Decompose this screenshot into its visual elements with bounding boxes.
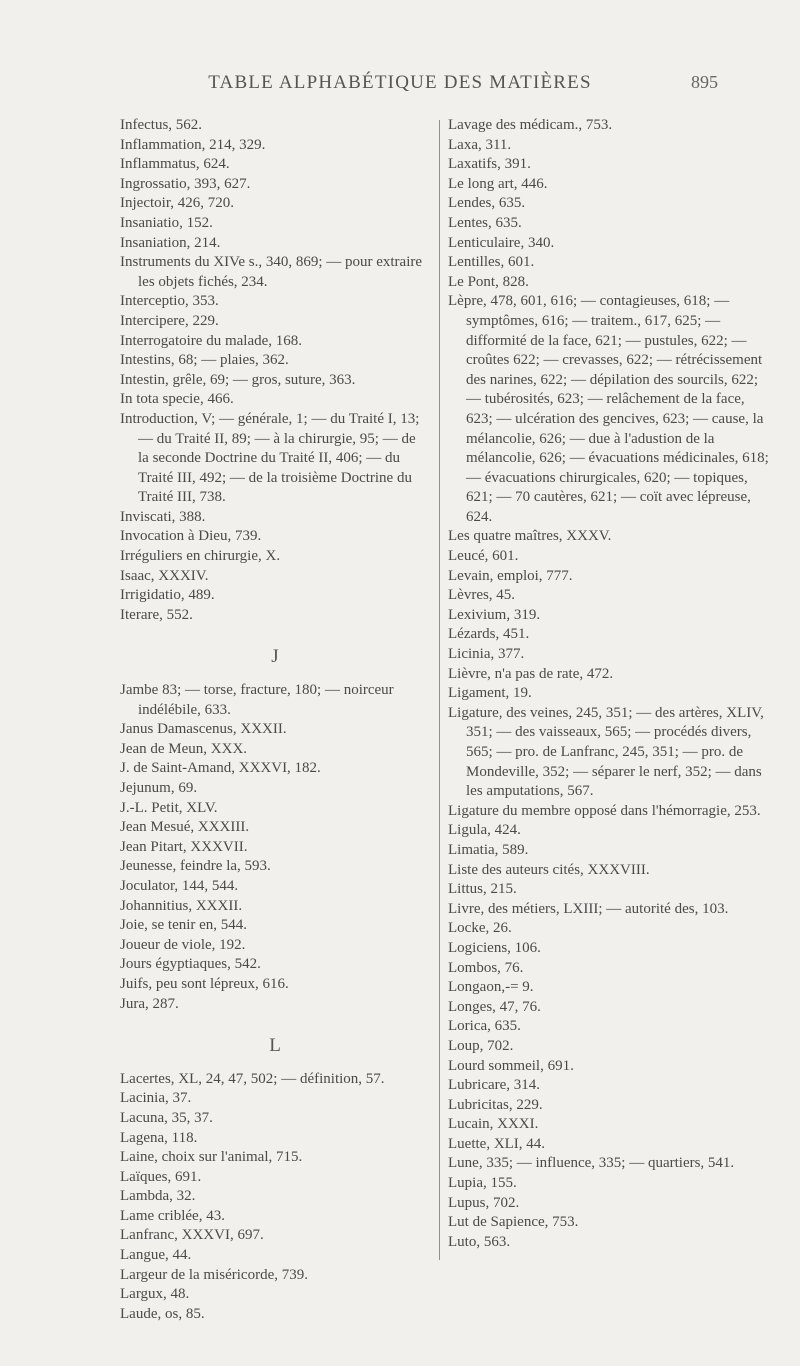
index-entry: Instruments du XIVe s., 340, 869; — pour extraire les objets fichés, 234. — [120, 254, 423, 290]
index-entry: Lièvre, n'a pas de rate, 472. — [448, 665, 614, 682]
index-entry: Laxatifs, 391. — [448, 156, 531, 173]
index-entry: Littus, 215. — [448, 881, 517, 898]
index-entry: Lèpre, 478, 601, 616; — contagieuses, 618; — symptômes, 616; — traitem., 617, 625; — difformité de la face, 621; — pustules, 622; — croûtes 622; — crevasses, 622; — rétrécissement des narines, 622; — dépilation des sourcils, 622; — tubérosités, 623; — relâchement de la face, 623; — ulcération des gencives, 623; — cause, la mélancolie, 626; — due à l'adustion de la mélancolie, 626; — évacuations médicinales, 618; — évacuations chirurgicales, 620; — topiques, 621; — 70 cautères, 621; — coït avec lépreuse, 624. — [448, 293, 769, 525]
index-entry: Langue, 44. — [120, 1247, 192, 1264]
index-entry: Lupia, 155. — [448, 1175, 517, 1192]
right-column — [448, 116, 770, 1252]
index-entry: Infectus, 562. — [120, 117, 203, 133]
index-entry: Lourd sommeil, 691. — [448, 1057, 574, 1074]
index-entry: Janus Damascenus, XXXII. — [120, 721, 287, 738]
index-entry: Isaac, XXXIV. — [120, 567, 209, 584]
index-entry: Inviscati, 388. — [120, 508, 206, 525]
index-entry: Intestins, 68; — plaies, 362. — [120, 352, 289, 369]
index-entry: Leucé, 601. — [448, 548, 519, 565]
index-entry: Ligature du membre opposé dans l'hémorragie, 253. — [448, 802, 761, 819]
index-entry: Lut de Sapience, 753. — [448, 1214, 579, 1231]
index-entry: Introduction, V; — générale, 1; — du Traité I, 13; — du Traité II, 89; — à la chirurgie, 95; — de la seconde Doctrine du Traité II, 406; — du Traité III, 492; — de la troisième Doctrine du Traité III, 738. — [120, 410, 420, 506]
index-entry: Lacuna, 35, 37. — [120, 1109, 213, 1126]
index-entry: Jean Mesué, XXXIII. — [120, 819, 250, 836]
index-entry: Les quatre maîtres, XXXV. — [448, 528, 612, 545]
index-entry: Lubricare, 314. — [448, 1077, 541, 1094]
index-entry: Insaniatio, 152. — [120, 214, 213, 231]
index-entry: Joie, se tenir en, 544. — [120, 917, 248, 934]
index-entry: Largux, 48. — [120, 1286, 190, 1303]
index-entry: Lanfranc, XXXVI, 697. — [120, 1227, 264, 1244]
index-entry: Lambda, 32. — [120, 1188, 196, 1205]
index-entry: Injectoir, 426, 720. — [120, 195, 234, 212]
index-entry: Licinia, 377. — [448, 646, 525, 663]
index-entry: Le Pont, 828. — [448, 273, 529, 290]
index-entry: Luette, XLI, 44. — [448, 1135, 546, 1152]
index-entry: Livre, des métiers, LXIII; — autorité des, 103. — [448, 900, 729, 917]
index-entry: Laxa, 311. — [448, 136, 512, 153]
index-entry: Lupus, 702. — [448, 1194, 520, 1211]
index-entry: Ligature, des veines, 245, 351; — des artères, XLIV, 351; — des vaisseaux, 565; — procédés divers, 565; — pro. de Lanfranc, 245, 351; — pro. de Mondeville, 352; — séparer le nerf, 352; — dans les amputations, 567. — [448, 704, 764, 800]
index-entry: Lucain, XXXI. — [448, 1116, 539, 1133]
index-entry: Jeunesse, feindre la, 593. — [120, 858, 271, 875]
index-entry: In tota specie, 466. — [120, 391, 234, 408]
index-entry: Le long art, 446. — [448, 175, 548, 192]
index-entry: Lendes, 635. — [448, 195, 526, 212]
index-entry: Intercipere, 229. — [120, 312, 219, 329]
index-entry: Ingrossatio, 393, 627. — [120, 175, 251, 192]
index-entry: Lombos, 76. — [448, 959, 524, 976]
index-entry: Joueur de viole, 192. — [120, 936, 246, 953]
index-entry: Lentes, 635. — [448, 214, 522, 231]
index-entry: Jejunum, 69. — [120, 780, 198, 796]
index-entry: Lexivium, 319. — [448, 606, 541, 623]
index-entry: Logiciens, 106. — [448, 939, 541, 956]
index-entry: Lavage des médicam., 753. — [448, 117, 613, 133]
index-entry: Irrigidatio, 489. — [120, 587, 215, 604]
index-entry: Interceptio, 353. — [120, 293, 219, 310]
running-title: TABLE ALPHABÉTIQUE DES MATIÈRES — [208, 72, 592, 93]
index-entry: Lacertes, XL, 24, 47, 502; — définition, 57. — [120, 1070, 385, 1087]
index-entry: Lame criblée, 43. — [120, 1207, 225, 1224]
index-entry: Lèvres, 45. — [448, 587, 516, 604]
index-entry: Jean Pitart, XXXVII. — [120, 838, 248, 855]
index-entry: Lacinia, 37. — [120, 1090, 192, 1107]
index-entry: Levain, emploi, 777. — [448, 567, 573, 584]
index-entry: Insaniation, 214. — [120, 234, 221, 251]
index-entry: Laude, os, 85. — [120, 1305, 205, 1322]
index-entry: J.-L. Petit, XLV. — [120, 799, 218, 816]
index-entry: Johannitius, XXXII. — [120, 897, 243, 914]
index-entry: Laïques, 691. — [120, 1168, 202, 1185]
index-entry: Luto, 563. — [448, 1233, 511, 1250]
page-header — [0, 72, 800, 102]
index-entry: Lorica, 635. — [448, 1018, 521, 1035]
index-entry: Jura, 287. — [120, 995, 179, 1012]
index-entry: Laine, choix sur l'animal, 715. — [120, 1149, 303, 1166]
index-entry: Liste des auteurs cités, XXXVIII. — [448, 861, 650, 878]
index-entry: Lagena, 118. — [120, 1129, 198, 1146]
index-entry: Inflammatus, 624. — [120, 156, 230, 173]
left-column — [120, 116, 430, 1324]
index-entry: Locke, 26. — [448, 920, 512, 937]
section-letter: J — [271, 646, 279, 668]
index-entry: Interrogatoire du malade, 168. — [120, 332, 303, 349]
index-entry: Lubricitas, 229. — [448, 1096, 543, 1113]
index-entry: Jean de Meun, XXX. — [120, 740, 248, 757]
index-entry: Jambe 83; — torse, fracture, 180; — noirceur indélébile, 633. — [120, 682, 394, 718]
index-entry: Inflammation, 214, 329. — [120, 136, 266, 153]
index-entry: Irréguliers en chirurgie, X. — [120, 548, 281, 565]
index-entry: Longes, 47, 76. — [448, 998, 541, 1015]
column-divider — [439, 120, 440, 1260]
index-entry: Intestin, grêle, 69; — gros, suture, 363. — [120, 371, 356, 388]
index-entry: Iterare, 552. — [120, 606, 193, 623]
index-entry: Longaon,-= 9. — [448, 979, 534, 996]
index-entry: Joculator, 144, 544. — [120, 877, 239, 894]
index-entry: Largeur de la miséricorde, 739. — [120, 1266, 308, 1283]
index-entry: Jours égyptiaques, 542. — [120, 956, 261, 973]
index-entry: Limatia, 589. — [448, 841, 529, 858]
index-entry: J. de Saint-Amand, XXXVI, 182. — [120, 760, 321, 777]
index-entry: Lenticulaire, 340. — [448, 234, 555, 251]
index-entry: Lézards, 451. — [448, 626, 530, 643]
index-entry: Invocation à Dieu, 739. — [120, 528, 262, 545]
index-entry: Loup, 702. — [448, 1037, 514, 1054]
index-entry: Lune, 335; — influence, 335; — quartiers, 541. — [448, 1155, 735, 1172]
page-number: 895 — [691, 72, 718, 92]
index-entry: Juifs, peu sont lépreux, 616. — [120, 975, 289, 992]
section-letter: L — [269, 1035, 281, 1057]
index-entry: Ligament, 19. — [448, 685, 532, 702]
index-entry: Lentilles, 601. — [448, 254, 535, 271]
index-entry: Ligula, 424. — [448, 822, 521, 839]
